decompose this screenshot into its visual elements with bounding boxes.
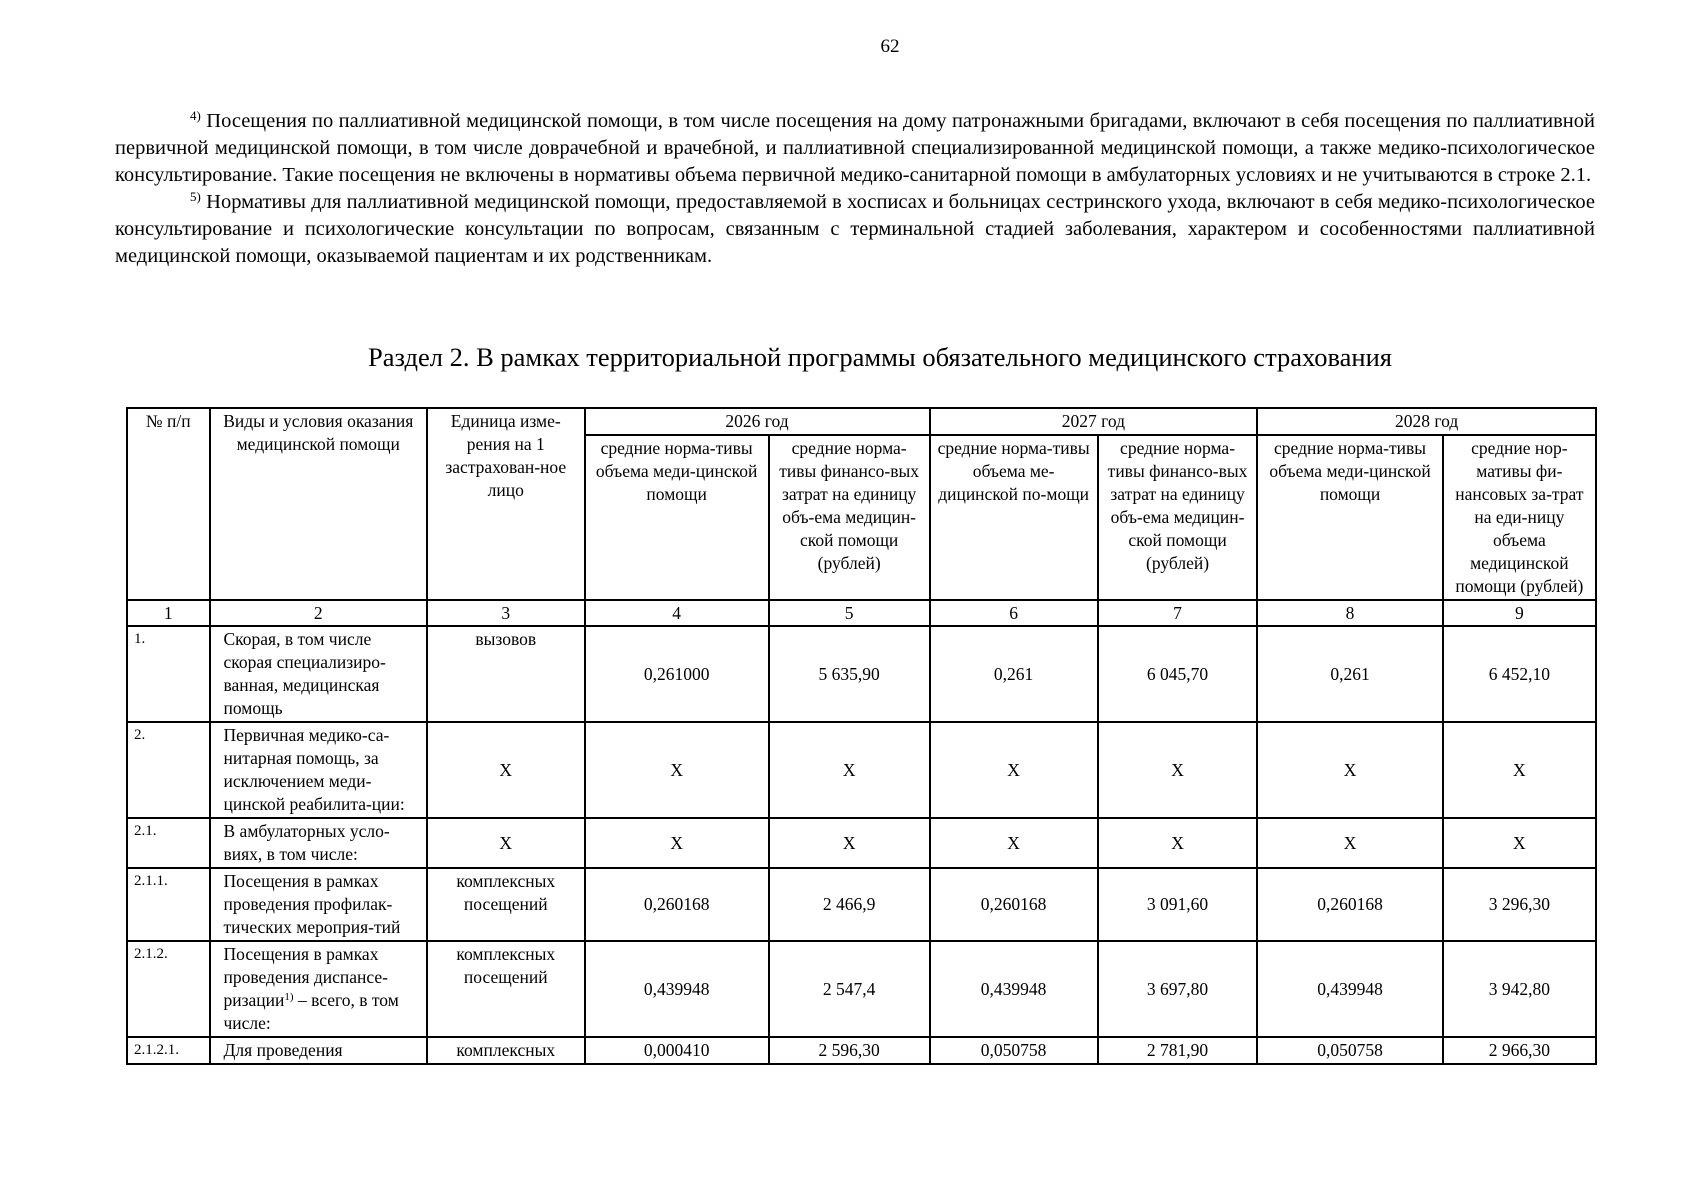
- header-year-2027: 2027 год: [930, 408, 1258, 435]
- header-volume-2027: средние норма-тивы объема ме-дицинской по-мощи: [930, 435, 1098, 600]
- volume-2026: X: [585, 818, 769, 868]
- finance-2026: 2 466,9: [769, 868, 930, 941]
- finance-2028: X: [1443, 722, 1596, 818]
- header-finance-2026: средние норма-тивы финансо-вых затрат на единицу объ-ема медицин-ской помощи (рублей): [769, 435, 930, 600]
- row-unit: комплексных: [427, 1037, 585, 1064]
- finance-2028: 3 942,80: [1443, 941, 1596, 1037]
- finance-2027: X: [1098, 722, 1258, 818]
- row-name-text: – всего, в том числе:: [223, 990, 399, 1033]
- volume-2027: 0,050758: [930, 1037, 1098, 1064]
- row-unit: комплексных посещений: [427, 868, 585, 941]
- finance-2028: 2 966,30: [1443, 1037, 1596, 1064]
- row-number: 2.1.1.: [127, 868, 210, 941]
- footnote-5: [115, 189, 1595, 270]
- row-number: 2.1.: [127, 818, 210, 868]
- section-title: Раздел 2. В рамках территориальной программы обязательного медицинского страхования: [368, 342, 1392, 372]
- volume-2027: 0,261: [930, 626, 1098, 722]
- column-number: 1: [127, 600, 210, 626]
- finance-2027: 3 697,80: [1098, 941, 1258, 1037]
- finance-2026: 2 547,4: [769, 941, 930, 1037]
- header-volume-2026: средние норма-тивы объема меди-цинской помощи: [585, 435, 769, 600]
- row-name: Скорая, в том числе скорая специализиро-ванная, медицинская помощь: [210, 626, 428, 722]
- table-row: [127, 626, 1596, 722]
- column-number-row: [127, 600, 1596, 626]
- table-row: [127, 722, 1596, 818]
- finance-2028: X: [1443, 818, 1596, 868]
- header-finance-2027: средние норма-тивы финансо-вых затрат на единицу объ-ема медицин-ской помощи (рублей): [1098, 435, 1258, 600]
- table-row: [127, 818, 1596, 868]
- header-row-years: [127, 408, 1596, 435]
- column-number: 2: [210, 600, 428, 626]
- finance-2026: X: [769, 722, 930, 818]
- row-unit: вызовов: [427, 626, 585, 722]
- volume-2027: 0,260168: [930, 868, 1098, 941]
- volume-2026: 0,000410: [585, 1037, 769, 1064]
- table-row: [127, 1037, 1596, 1064]
- column-number: 5: [769, 600, 930, 626]
- header-unit: Единица изме-рения на 1 застрахован-ное лицо: [427, 408, 585, 600]
- footnotes: [115, 108, 1595, 270]
- volume-2028: 0,260168: [1257, 868, 1442, 941]
- table-row: [127, 868, 1596, 941]
- column-number: 7: [1098, 600, 1258, 626]
- header-year-2026: 2026 год: [585, 408, 930, 435]
- header-types: Виды и условия оказания медицинской помощи: [210, 408, 428, 600]
- finance-2027: 6 045,70: [1098, 626, 1258, 722]
- footnote-marker: 4): [190, 108, 201, 123]
- column-number: 3: [427, 600, 585, 626]
- volume-2028: X: [1257, 818, 1442, 868]
- row-name: Посещения в рамках проведения профилак-тических мероприя-тий: [210, 868, 428, 941]
- row-name: [210, 941, 428, 1037]
- row-number: 2.1.2.: [127, 941, 210, 1037]
- volume-2026: 0,261000: [585, 626, 769, 722]
- header-num: № п/п: [127, 408, 210, 600]
- volume-2027: 0,439948: [930, 941, 1098, 1037]
- row-name: Для проведения: [210, 1037, 428, 1064]
- header-year-2028: 2028 год: [1257, 408, 1596, 435]
- row-number: 1.: [127, 626, 210, 722]
- row-unit: комплексных посещений: [427, 941, 585, 1037]
- footnote-reference: 1): [284, 991, 294, 1003]
- volume-2026: 0,260168: [585, 868, 769, 941]
- row-name: В амбулаторных усло-виях, в том числе:: [210, 818, 428, 868]
- volume-2028: 0,439948: [1257, 941, 1442, 1037]
- header-volume-2028: средние норма-тивы объема меди-цинской помощи: [1257, 435, 1442, 600]
- volume-2027: X: [930, 818, 1098, 868]
- volume-2027: X: [930, 722, 1098, 818]
- finance-2027: X: [1098, 818, 1258, 868]
- footnote-text: Посещения по паллиативной медицинской помощи, в том числе посещения на дому патронажными бригадами, включают в себя посещения по паллиативной первичной медицинской помощи, в том числе доврачебной и врачебной, и паллиативной специализированной медицинской помощи, а также медико-психологическое консультирование. Такие посещения не включены в нормативы объема первичной медико-санитарной помощи в амбулаторных условиях и не учитываются в строке 2.1.: [115, 110, 1595, 186]
- table-row: [127, 941, 1596, 1037]
- row-number: 2.1.2.1.: [127, 1037, 210, 1064]
- row-unit: X: [427, 818, 585, 868]
- finance-2026: 2 596,30: [769, 1037, 930, 1064]
- volume-2028: 0,050758: [1257, 1037, 1442, 1064]
- column-number: 8: [1257, 600, 1442, 626]
- page-number: 62: [880, 36, 900, 57]
- footnote-text: Нормативы для паллиативной медицинской помощи, предоставляемой в хосписах и больницах сестринского ухода, включают в себя медико-психологическое консультирование и психологические консультации по вопросам, связанным с терминальной стадией заболевания, характером и сособенностями паллиативной медицинской помощи, оказываемой пациентам и их родственникам.: [115, 191, 1595, 267]
- column-number: 4: [585, 600, 769, 626]
- finance-2026: X: [769, 818, 930, 868]
- column-number: 6: [930, 600, 1098, 626]
- row-name: Первичная медико-са-нитарная помощь, за исключением меди-цинской реабилита-ции:: [210, 722, 428, 818]
- finance-2026: 5 635,90: [769, 626, 930, 722]
- row-unit: X: [427, 722, 585, 818]
- footnote-4: [115, 108, 1595, 189]
- row-name-text: Посещения в рамках проведения диспансе-ризации: [223, 944, 388, 1010]
- finance-2027: 2 781,90: [1098, 1037, 1258, 1064]
- finance-2027: 3 091,60: [1098, 868, 1258, 941]
- volume-2026: 0,439948: [585, 941, 769, 1037]
- row-number: 2.: [127, 722, 210, 818]
- norms-table: [126, 407, 1597, 1065]
- header-finance-2028: средние нор-мативы фи-нансовых за-трат на еди-ницу объема медицинской помощи (рублей): [1443, 435, 1596, 600]
- column-number: 9: [1443, 600, 1596, 626]
- finance-2028: 6 452,10: [1443, 626, 1596, 722]
- volume-2028: 0,261: [1257, 626, 1442, 722]
- finance-2028: 3 296,30: [1443, 868, 1596, 941]
- volume-2028: X: [1257, 722, 1442, 818]
- footnote-marker: 5): [190, 189, 201, 204]
- volume-2026: X: [585, 722, 769, 818]
